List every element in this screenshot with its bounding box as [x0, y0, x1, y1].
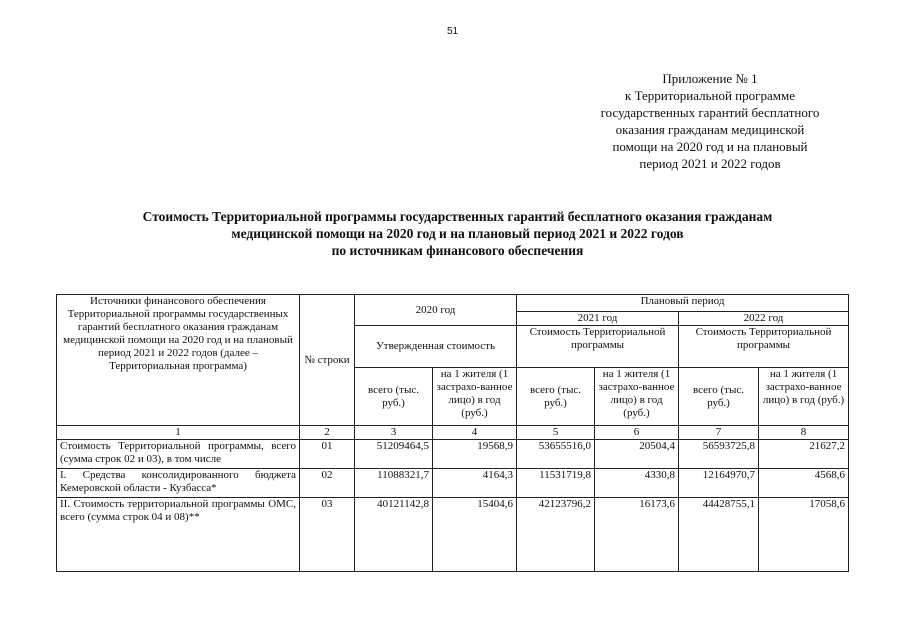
appendix-line: оказания гражданам медицинской	[615, 122, 805, 137]
header-year-2020: 2020 год	[355, 295, 517, 326]
row-number: 01	[300, 440, 355, 469]
column-number: 2	[300, 426, 355, 440]
header-source: Источники финансового обеспечения Территориальной программы государственных гарантий бесплатного оказания гражданам медицинской помощи на 2020 год и на плановый период 2021 и 2022 годов (далее – Территориальная программа)	[57, 295, 300, 426]
column-number: 3	[355, 426, 433, 440]
appendix-caption	[560, 70, 860, 172]
value-2022-total: 44428755,1	[679, 498, 759, 572]
value-2020-total: 11088321,7	[355, 469, 433, 498]
appendix-line: к Территориальной программе	[625, 88, 795, 103]
value-2022-per-resident: 4568,6	[759, 469, 849, 498]
header-row-no: № строки	[300, 295, 355, 426]
value-2020-total: 51209464,5	[355, 440, 433, 469]
row-label: I. Средства консолидированного бюджета Кемеровской области - Кузбасса*	[57, 469, 300, 498]
header-program-cost-2022: Стоимость Территориальной программы	[679, 326, 849, 368]
value-2021-per-resident: 16173,6	[595, 498, 679, 572]
table-row	[57, 498, 849, 572]
row-number: 03	[300, 498, 355, 572]
row-number: 02	[300, 469, 355, 498]
value-2021-total: 42123796,2	[517, 498, 595, 572]
header-per-resident-2020: на 1 жителя (1 застрахо-ванное лицо) в год (руб.)	[433, 368, 517, 426]
row-label: II. Стоимость территориальной программы ОМС, всего (сумма строк 04 и 08)**	[57, 498, 300, 572]
value-2022-per-resident: 17058,6	[759, 498, 849, 572]
header-total-2020: всего (тыс. руб.)	[355, 368, 433, 426]
value-2022-per-resident: 21627,2	[759, 440, 849, 469]
value-2021-total: 53655516,0	[517, 440, 595, 469]
title-line: медицинской помощи на 2020 год и на плановый период 2021 и 2022 годов	[231, 226, 684, 241]
header-year-2022: 2022 год	[679, 312, 849, 326]
header-total-2021: всего (тыс. руб.)	[517, 368, 595, 426]
value-2020-per-resident: 4164,3	[433, 469, 517, 498]
header-per-resident-2021: на 1 жителя (1 застрахо-ванное лицо) в год (руб.)	[595, 368, 679, 426]
title-line: Стоимость Территориальной программы государственных гарантий бесплатного оказания гражданам	[142, 209, 773, 224]
header-approved-cost: Утвержденная стоимость	[355, 326, 517, 368]
value-2020-per-resident: 15404,6	[433, 498, 517, 572]
row-label: Стоимость Территориальной программы, всего (сумма строк 02 и 03), в том числе	[57, 440, 300, 469]
title-line: по источникам финансового обеспечения	[331, 243, 584, 258]
value-2021-per-resident: 20504,4	[595, 440, 679, 469]
cost-table	[56, 294, 849, 572]
column-number-row	[57, 426, 849, 440]
document-title	[40, 208, 875, 259]
header-per-resident-2022: на 1 жителя (1 застрахо-ванное лицо) в год (руб.)	[759, 368, 849, 426]
value-2021-total: 11531719,8	[517, 469, 595, 498]
value-2020-total: 40121142,8	[355, 498, 433, 572]
column-number: 4	[433, 426, 517, 440]
value-2020-per-resident: 19568,9	[433, 440, 517, 469]
table-row	[57, 469, 849, 498]
column-number: 8	[759, 426, 849, 440]
header-total-2022: всего (тыс. руб.)	[679, 368, 759, 426]
header-program-cost-2021: Стоимость Территориальной программы	[517, 326, 679, 368]
value-2022-total: 12164970,7	[679, 469, 759, 498]
appendix-line: помощи на 2020 год и на плановый	[612, 139, 808, 154]
appendix-line: Приложение № 1	[662, 71, 758, 86]
page-number: 51	[446, 26, 459, 37]
column-number: 7	[679, 426, 759, 440]
column-number: 1	[57, 426, 300, 440]
header-year-2021: 2021 год	[517, 312, 679, 326]
column-number: 6	[595, 426, 679, 440]
value-2021-per-resident: 4330,8	[595, 469, 679, 498]
column-number: 5	[517, 426, 595, 440]
appendix-line: период 2021 и 2022 годов	[639, 156, 781, 171]
header-planned-period: Плановый период	[517, 295, 849, 312]
appendix-line: государственных гарантий бесплатного	[600, 105, 820, 120]
value-2022-total: 56593725,8	[679, 440, 759, 469]
table-row	[57, 440, 849, 469]
